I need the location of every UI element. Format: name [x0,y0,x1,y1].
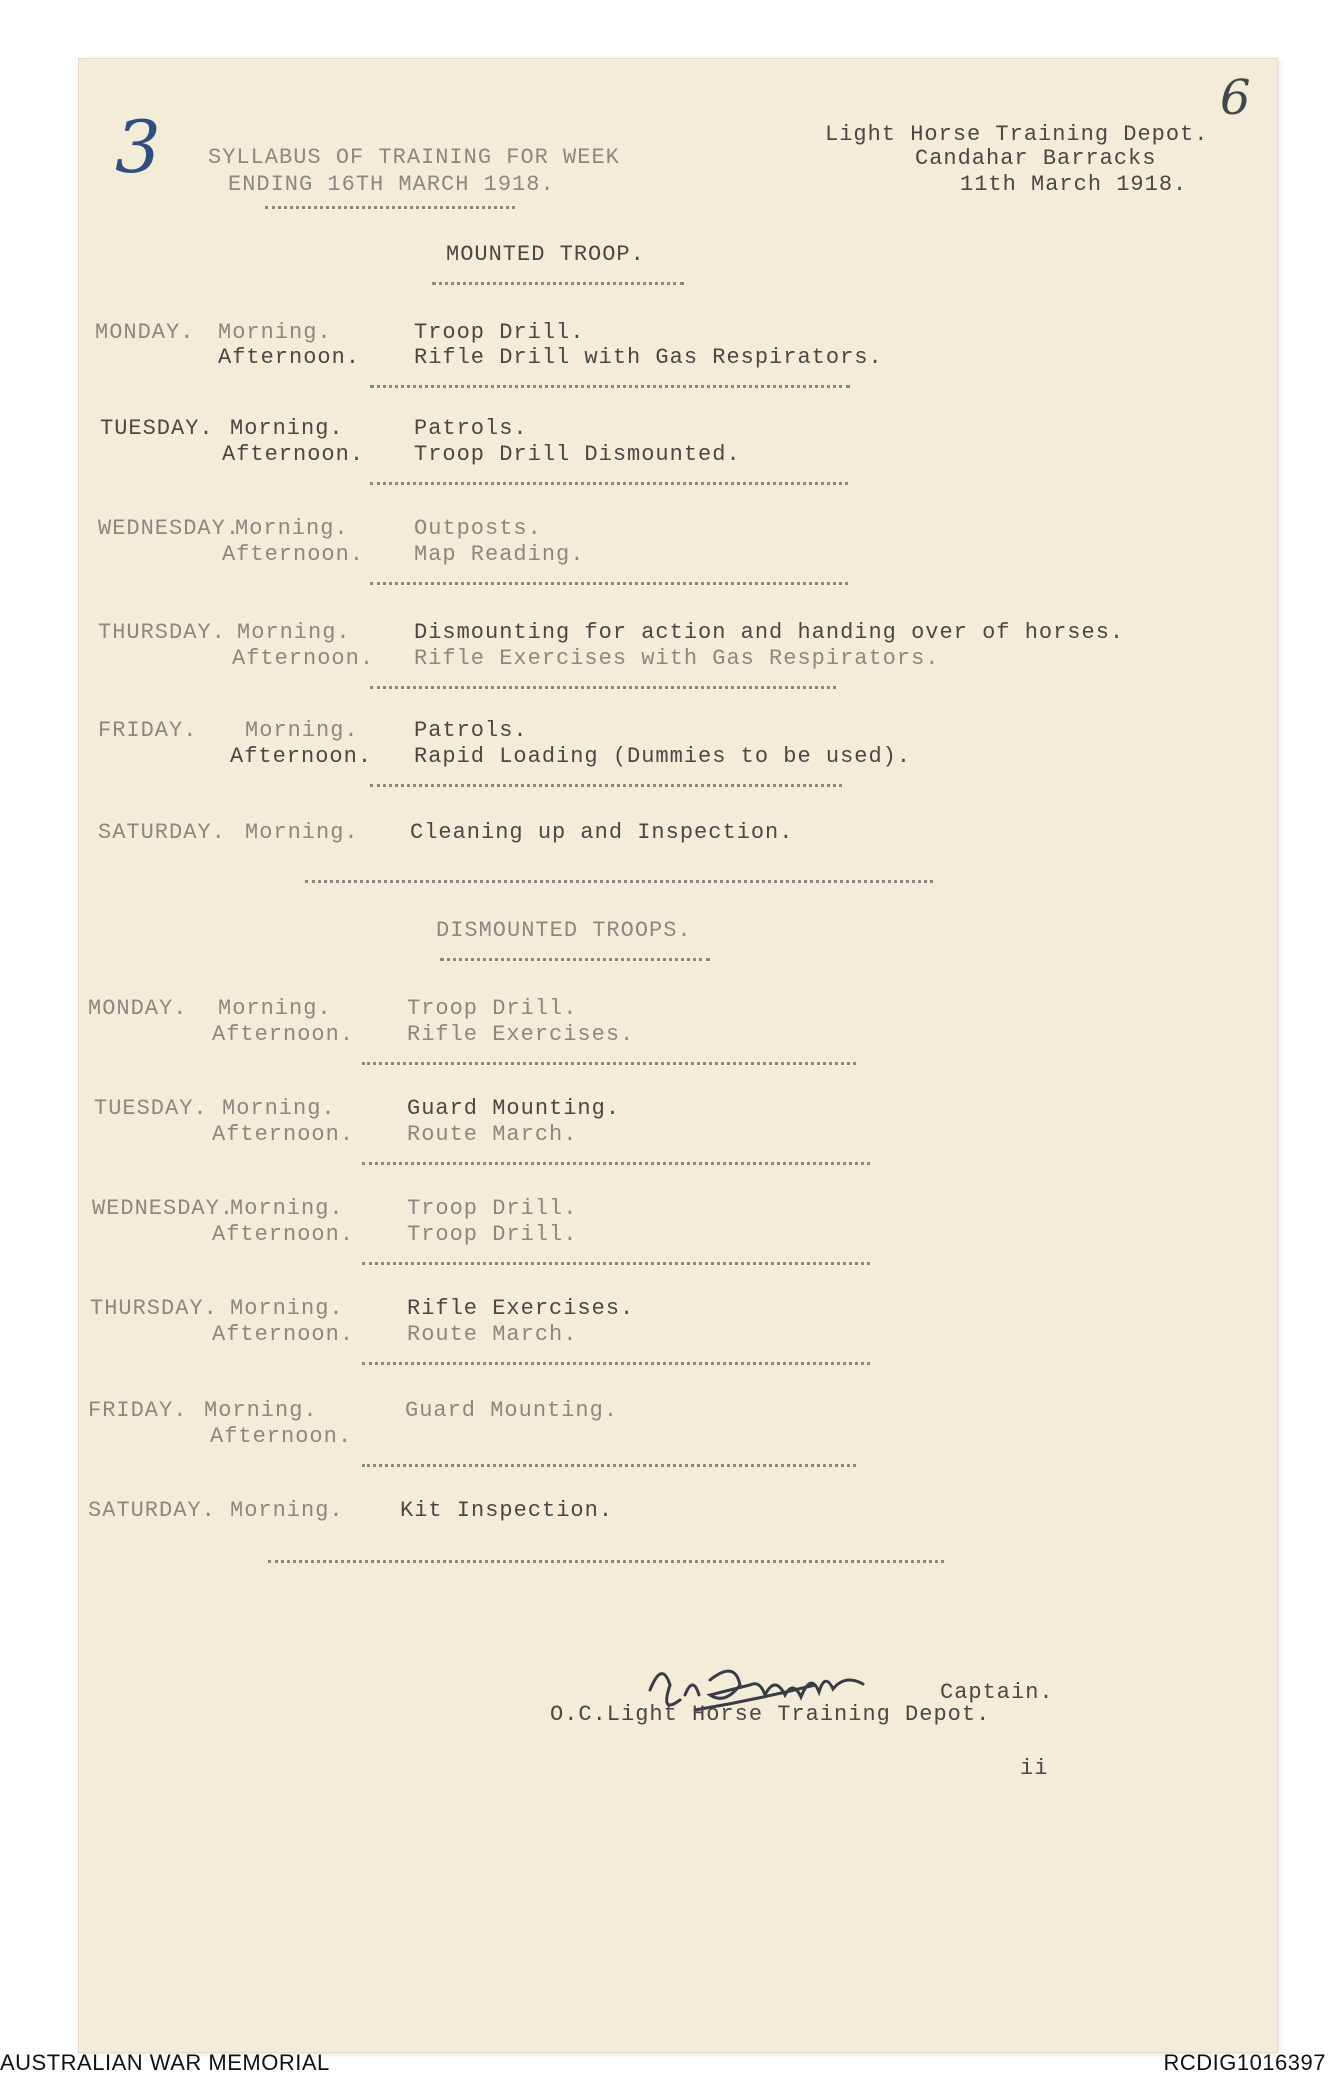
title-line-2: ENDING 16TH MARCH 1918. [228,172,555,197]
mounted-troop-heading: MOUNTED TROOP. [446,242,645,267]
dismounted-heading-underline [440,958,710,961]
time-label: Afternoon. [232,646,375,671]
time-label: Afternoon. [210,1424,353,1449]
separator [370,582,848,585]
title-underline [265,206,515,209]
activity: Map Reading. [414,542,585,567]
day-label: FRIDAY. [98,718,198,743]
activity: Guard Mounting. [405,1398,619,1423]
time-label: Morning. [245,820,359,845]
image-reference: RCDIG1016397 [1163,2050,1326,2075]
dismounted-troops-heading: DISMOUNTED TROOPS. [436,918,692,943]
separator [362,1062,856,1065]
day-label: MONDAY. [88,996,188,1021]
separator [362,1362,870,1365]
separator [370,482,848,485]
org-name: Light Horse Training Depot. [825,122,1209,147]
activity: Rifle Exercises. [407,1022,635,1047]
day-label: SATURDAY. [88,1498,216,1523]
time-label: Morning. [204,1398,318,1423]
activity: Cleaning up and Inspection. [410,820,794,845]
time-label: Afternoon. [212,1122,355,1147]
end-separator [268,1560,944,1563]
activity: Outposts. [414,516,542,541]
time-label: Afternoon. [222,542,365,567]
activity: Troop Drill. [407,1196,578,1221]
time-label: Morning. [235,516,349,541]
day-label: WEDNESDAY. [92,1196,235,1221]
time-label: Morning. [230,1498,344,1523]
activity: Route March. [407,1322,578,1347]
mounted-heading-underline [432,282,684,285]
time-label: Morning. [237,620,351,645]
activity: Dismounting for action and handing over of horses. [414,620,1125,645]
time-label: Afternoon. [212,1322,355,1347]
folio-number-left: 3 [115,105,161,189]
time-label: Morning. [230,1296,344,1321]
day-label: MONDAY. [95,320,195,345]
time-label: Morning. [222,1096,336,1121]
activity: Patrols. [414,416,528,441]
time-label: Afternoon. [230,744,373,769]
activity: Kit Inspection. [400,1498,614,1523]
activity: Troop Drill. [407,996,578,1021]
time-label: Morning. [218,996,332,1021]
time-label: Afternoon. [218,345,361,370]
activity: Troop Drill. [414,320,585,345]
signatory-rank: Captain. [940,1680,1054,1705]
title-line-1: SYLLABUS OF TRAINING FOR WEEK [208,145,620,170]
time-label: Morning. [230,1196,344,1221]
day-label: THURSDAY. [90,1296,218,1321]
page-mark: ii [1020,1756,1049,1781]
time-label: Morning. [230,416,344,441]
org-location: Candahar Barracks [915,146,1157,171]
folio-number-right: 6 [1220,70,1251,126]
day-label: TUESDAY. [100,416,214,441]
separator [370,784,842,787]
separator [362,1262,870,1265]
signatory-title: O.C.Light Horse Training Depot. [550,1702,991,1727]
activity: Rifle Exercises with Gas Respirators. [414,646,940,671]
document-date: 11th March 1918. [960,172,1188,197]
day-label: SATURDAY. [98,820,226,845]
day-label: TUESDAY. [94,1096,208,1121]
time-label: Afternoon. [222,442,365,467]
day-label: THURSDAY. [98,620,226,645]
activity: Troop Drill Dismounted. [414,442,741,467]
activity: Guard Mounting. [407,1096,621,1121]
separator [362,1162,870,1165]
activity: Rifle Exercises. [407,1296,635,1321]
day-label: FRIDAY. [88,1398,188,1423]
activity: Route March. [407,1122,578,1147]
time-label: Afternoon. [212,1022,355,1047]
separator [370,385,850,388]
section-separator [305,880,933,883]
activity: Rifle Drill with Gas Respirators. [414,345,883,370]
separator [370,686,836,689]
activity: Troop Drill. [407,1222,578,1247]
time-label: Afternoon. [212,1222,355,1247]
time-label: Morning. [218,320,332,345]
activity: Patrols. [414,718,528,743]
day-label: WEDNESDAY. [98,516,241,541]
separator [362,1464,856,1467]
institution-credit: AUSTRALIAN WAR MEMORIAL [0,2050,330,2075]
activity: Rapid Loading (Dummies to be used). [414,744,912,769]
time-label: Morning. [245,718,359,743]
